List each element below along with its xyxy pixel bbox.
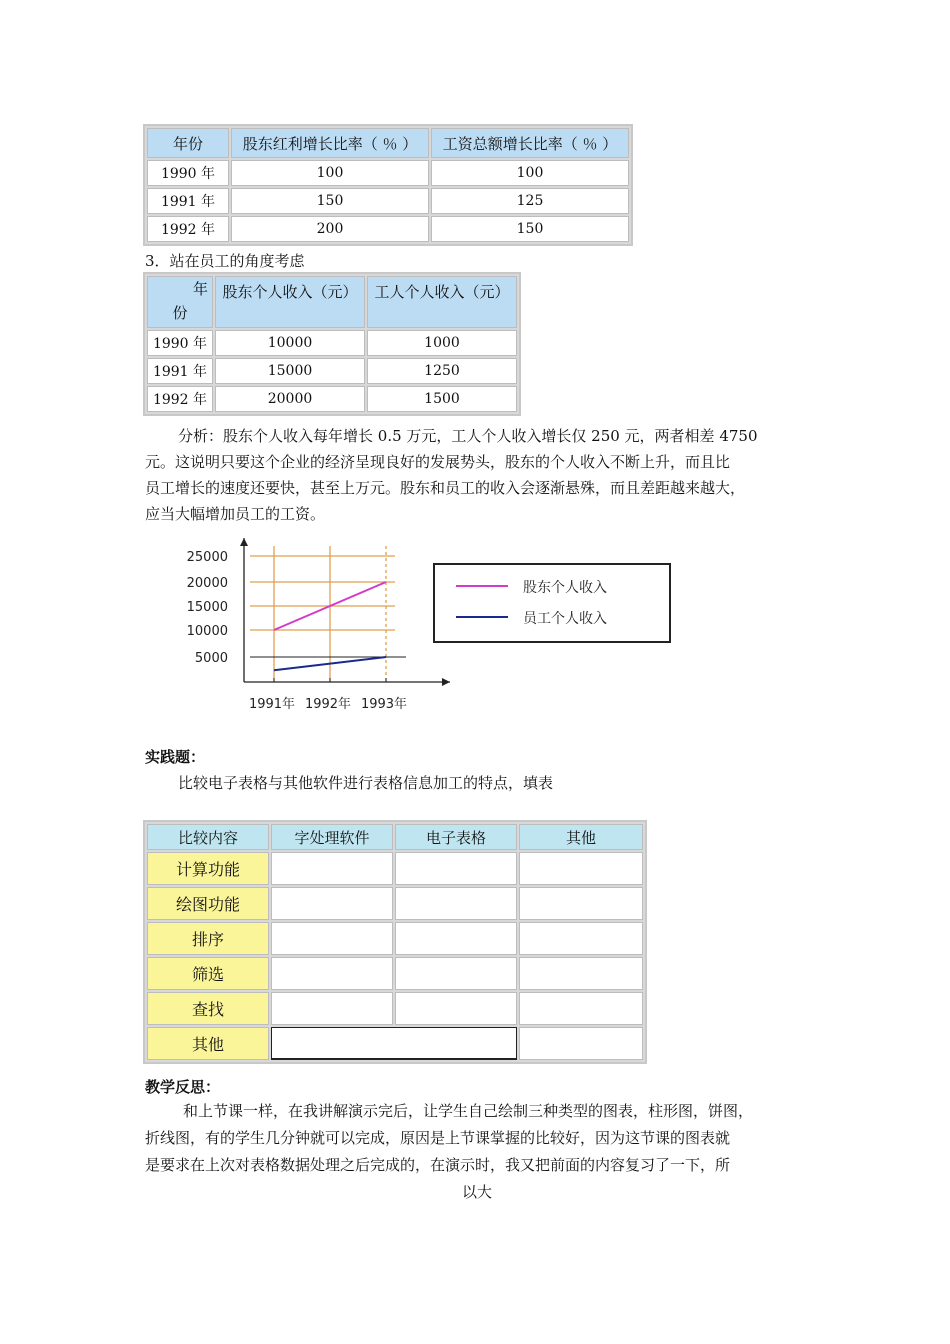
header-shareholder-income: 股东个人收入（元）	[215, 276, 365, 328]
table-cell: 100	[231, 160, 429, 186]
other-cell[interactable]	[519, 887, 643, 920]
table-cell: 10000	[215, 330, 365, 356]
row-label-calculation: 计算功能	[147, 852, 269, 885]
table-cell: 1250	[367, 358, 517, 384]
practice-instruction: 比较电子表格与其他软件进行表格信息加工的特点，填表	[178, 774, 554, 792]
practice-title: 实践题：	[145, 748, 206, 766]
word-processor-cell[interactable]	[271, 922, 393, 955]
row-label-find: 查找	[147, 992, 269, 1025]
reflection-line: 和上节课一样，在我讲解演示完后，让学生自己绘制三种类型的图表，柱形图，饼图，	[183, 1102, 754, 1120]
y-tick-label: 10000	[186, 624, 228, 639]
row-label-sort: 排序	[147, 922, 269, 955]
header-year: 年份	[147, 128, 229, 158]
y-tick-label: 15000	[186, 600, 228, 615]
row-label-other: 其他	[147, 1027, 269, 1060]
word-processor-cell[interactable]	[271, 957, 393, 990]
table-cell: 1992 年	[147, 386, 213, 412]
y-tick-label: 25000	[186, 550, 228, 565]
table-cell: 20000	[215, 386, 365, 412]
header-year	[147, 276, 213, 328]
spreadsheet-cell[interactable]	[395, 957, 517, 990]
legend-box	[434, 564, 670, 642]
x-axis-arrow	[442, 678, 450, 686]
reflection-line: 以大	[461, 1183, 492, 1201]
word-processor-cell[interactable]	[271, 852, 393, 885]
table-cell: 125	[431, 188, 629, 214]
table-cell: 150	[231, 188, 429, 214]
spreadsheet-cell[interactable]	[395, 922, 517, 955]
merged-cell[interactable]	[271, 1027, 517, 1060]
header-year-line2: 份	[172, 304, 188, 322]
reflection-line: 是要求在上次对表格数据处理之后完成的，在演示时，我又把前面的内容复习了一下，所	[145, 1156, 731, 1174]
header-worker-income: 工人个人收入（元）	[367, 276, 517, 328]
header-word-processor: 字处理软件	[271, 824, 393, 850]
comparison-table	[143, 820, 647, 1064]
row-label-filter: 筛选	[147, 957, 269, 990]
spreadsheet-cell[interactable]	[395, 887, 517, 920]
table-cell: 1991 年	[147, 358, 213, 384]
x-tick-label: 1992年	[304, 697, 352, 712]
x-tick-label: 1991年	[248, 697, 296, 712]
analysis-paragraph	[145, 423, 805, 527]
table-cell: 1990 年	[147, 330, 213, 356]
y-tick-label: 5000	[194, 651, 228, 666]
reflection-line: 折线图，有的学生几分钟就可以完成，原因是上节课掌握的比较好，因为这节课的图表就	[145, 1129, 731, 1147]
income-line-chart	[180, 530, 680, 720]
analysis-line: 应当大幅增加员工的工资。	[145, 505, 326, 523]
reflection-paragraph	[145, 1098, 809, 1206]
growth-rate-table	[143, 124, 633, 246]
other-cell[interactable]	[519, 957, 643, 990]
table-cell: 150	[431, 216, 629, 242]
table-cell: 1000	[367, 330, 517, 356]
spreadsheet-cell[interactable]	[395, 852, 517, 885]
spreadsheet-cell[interactable]	[395, 992, 517, 1025]
word-processor-cell[interactable]	[271, 992, 393, 1025]
reflection-title: 教学反思：	[145, 1078, 221, 1096]
row-label-drawing: 绘图功能	[147, 887, 269, 920]
table-cell: 15000	[215, 358, 365, 384]
section3-title: 3．站在员工的角度考虑	[145, 252, 305, 270]
legend-label: 股东个人收入	[523, 580, 607, 596]
table-cell: 100	[431, 160, 629, 186]
table-cell: 1990 年	[147, 160, 229, 186]
header-other: 其他	[519, 824, 643, 850]
analysis-line: 分析：股东个人收入每年增长 0.5 万元，工人个人收入增长仅 250 元，两者相差 4750	[178, 427, 758, 445]
header-year-line1: 年	[192, 280, 208, 298]
other-cell[interactable]	[519, 852, 643, 885]
other-cell[interactable]	[519, 1027, 643, 1060]
table-cell: 1500	[367, 386, 517, 412]
y-axis-arrow	[240, 538, 248, 546]
header-compare-content: 比较内容	[147, 824, 269, 850]
x-tick-label: 1993年	[360, 697, 408, 712]
table-cell: 200	[231, 216, 429, 242]
other-cell[interactable]	[519, 922, 643, 955]
analysis-line: 员工增长的速度还要快，甚至上万元。股东和员工的收入会逐渐悬殊，而且差距越来越大，	[145, 479, 746, 497]
header-spreadsheet: 电子表格	[395, 824, 517, 850]
analysis-line: 元。这说明只要这个企业的经济呈现良好的发展势头，股东的个人收入不断上升，而且比	[145, 453, 731, 471]
other-cell[interactable]	[519, 992, 643, 1025]
y-tick-label: 20000	[186, 576, 228, 591]
income-table	[143, 272, 521, 416]
table-cell: 1991 年	[147, 188, 229, 214]
word-processor-cell[interactable]	[271, 887, 393, 920]
table-cell: 1992 年	[147, 216, 229, 242]
header-wage-rate: 工资总额增长比率（ ％ ）	[431, 128, 629, 158]
legend-label: 员工个人收入	[523, 611, 607, 627]
header-dividend-rate: 股东红利增长比率（ ％ ）	[231, 128, 429, 158]
